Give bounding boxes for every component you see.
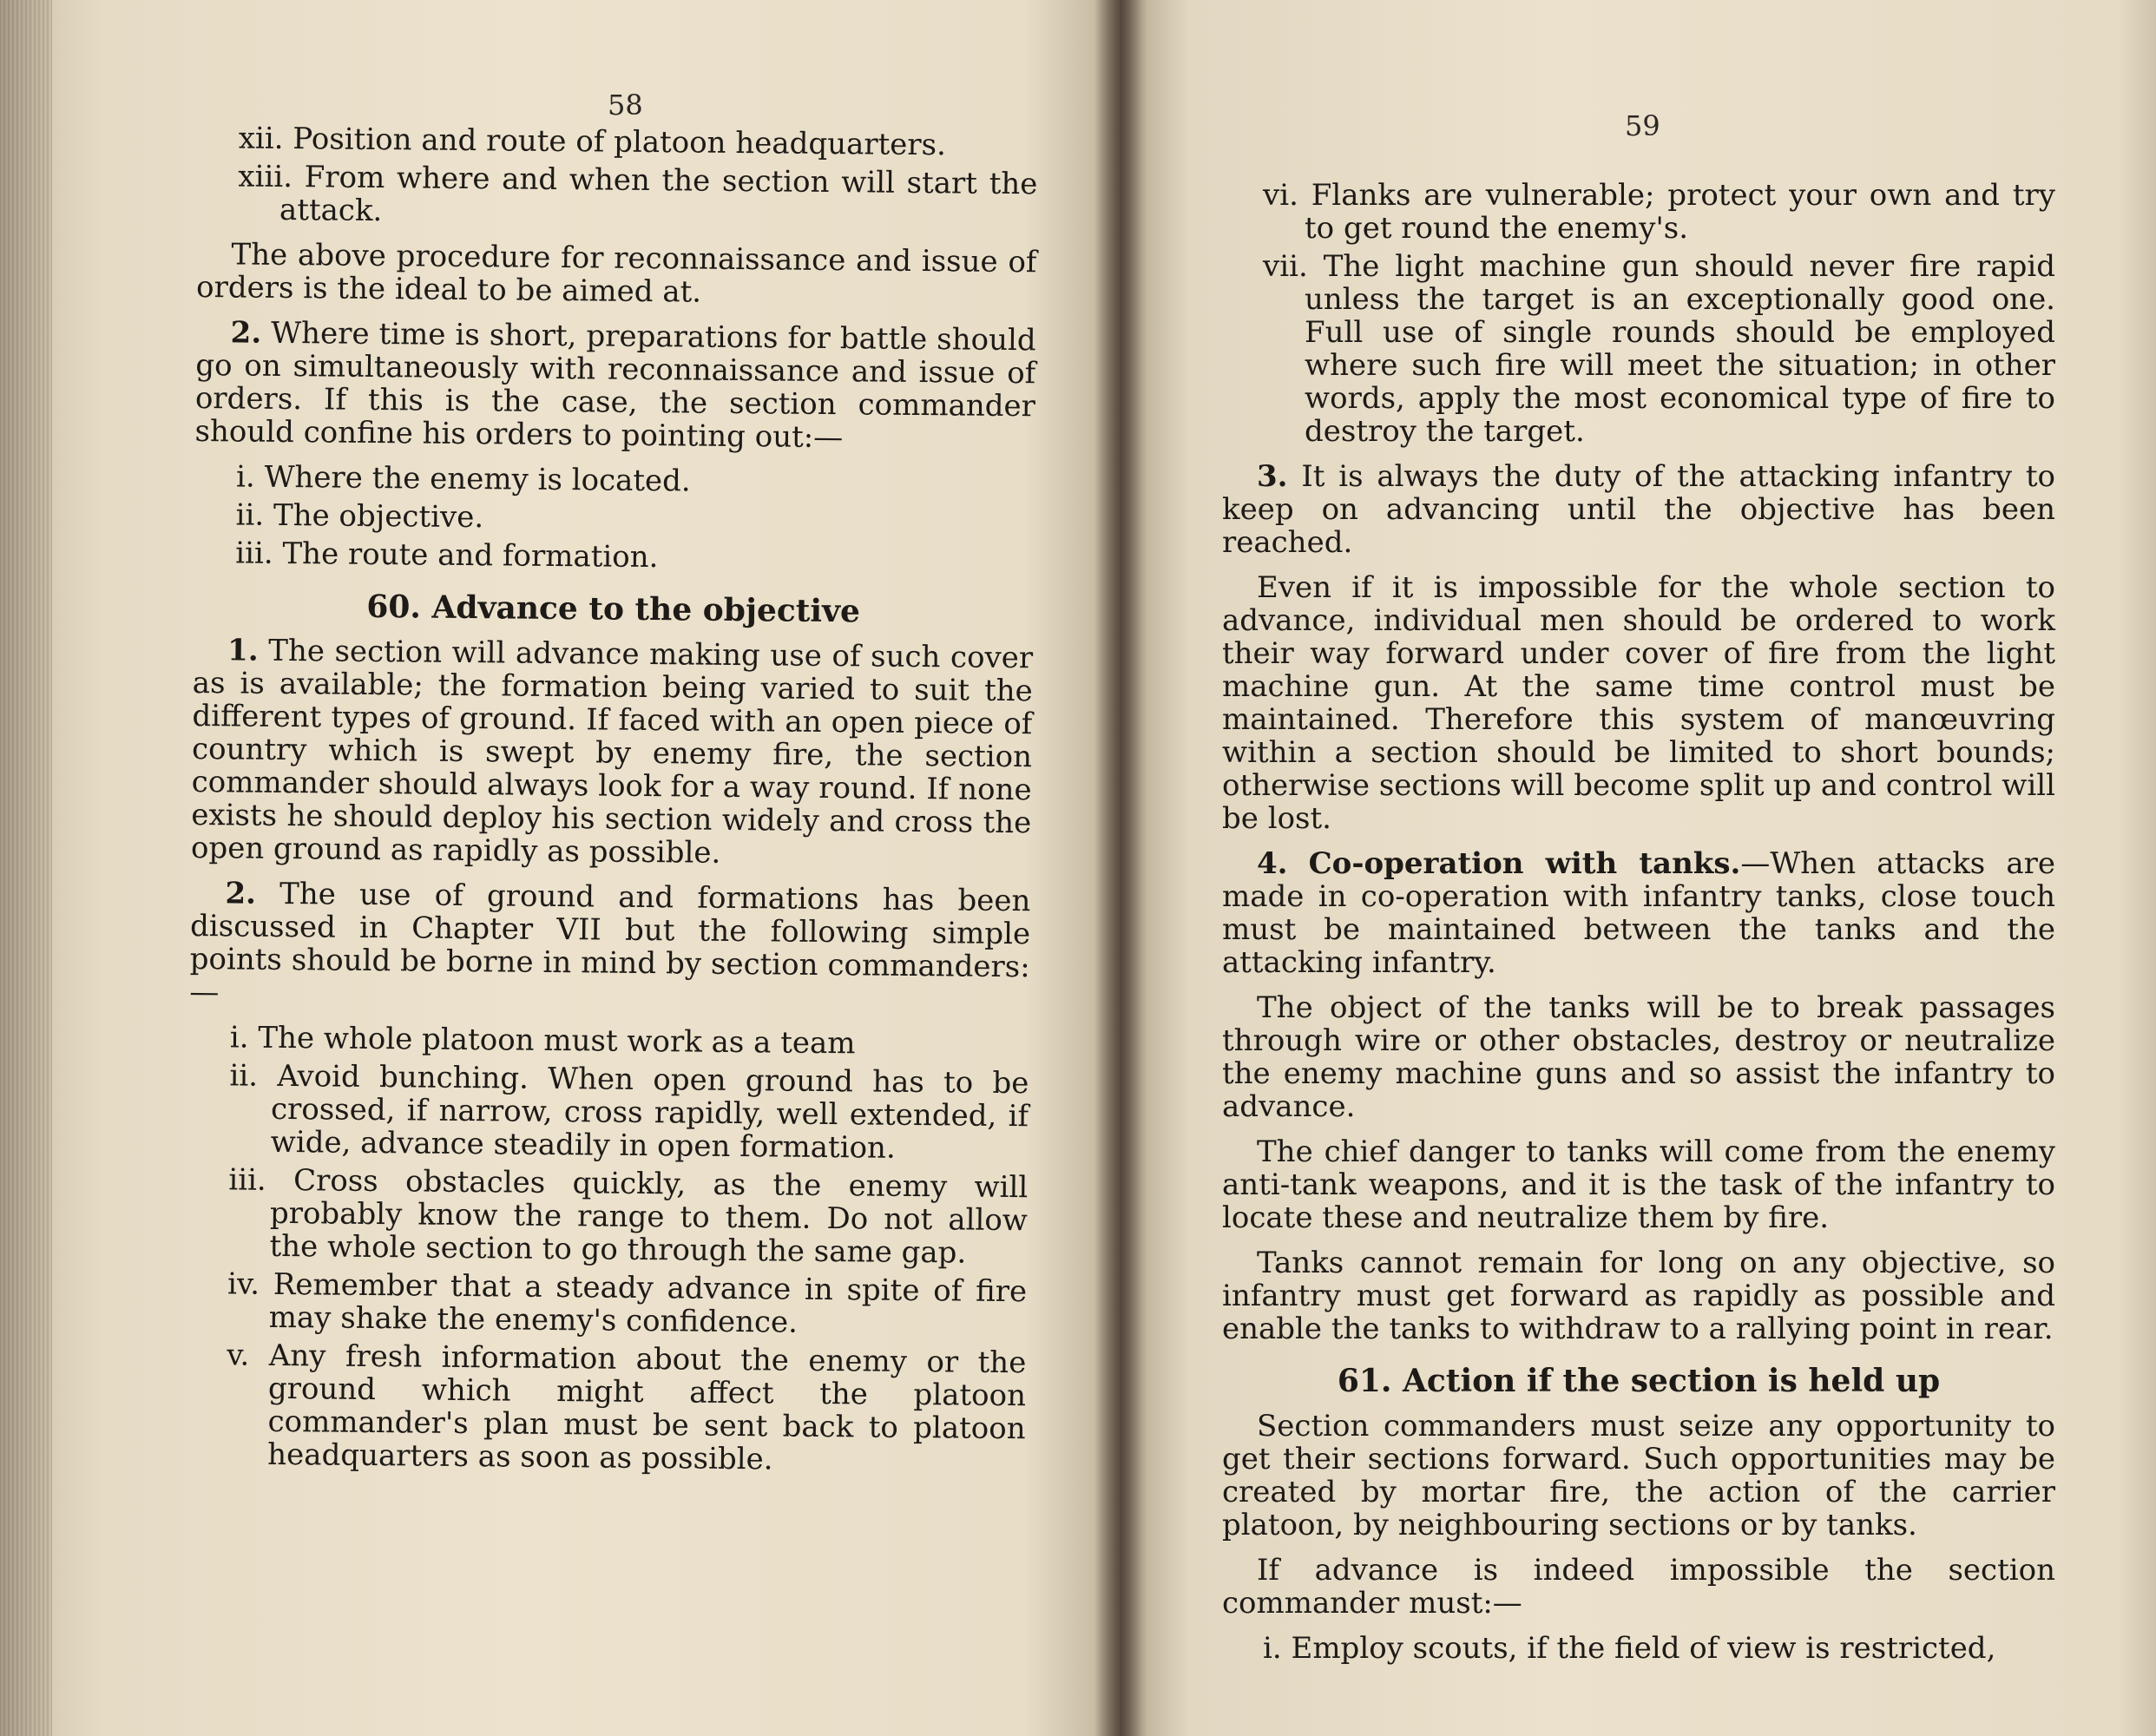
item-label: xii. — [238, 121, 284, 156]
item-text: Cross obstacles quickly, as the enemy will probably know the range to them. Do not allow the whole section to go through the same gap. — [269, 1163, 1029, 1271]
item-text: The whole platoon must work as a team — [258, 1020, 856, 1062]
list-item — [187, 1267, 1028, 1341]
list-item — [198, 122, 1038, 162]
book-gutter — [1095, 0, 1147, 1736]
list-item — [1222, 250, 2055, 448]
list-item — [185, 1338, 1026, 1478]
list-item — [235, 498, 1034, 539]
item-text: Flanks are vulnerable; protect your own and try to get round the enemy's. — [1305, 178, 2055, 246]
item-text: Any fresh information about the enemy or the ground which might affect the platoon commander's plan must be sent back to platoon headquarters as soon as possible. — [267, 1338, 1027, 1477]
list-item — [187, 1163, 1028, 1270]
list-item — [1222, 179, 2055, 245]
paragraph-number: 3. — [1257, 459, 1288, 494]
right-page — [1120, 0, 2156, 1736]
paragraph: If advance is indeed impossible the section commander must:— — [1222, 1553, 2055, 1621]
section-heading: 60. Advance to the objective — [366, 588, 861, 630]
list-item — [1222, 1632, 2055, 1665]
paragraph-text: It is always the duty of the attacking infantry to keep on advancing until the objective has been reached. — [1222, 459, 2055, 560]
paragraph-text: The section will advance making use of such cover as is available; the formation being varied to suit the different types of ground. If faced with an open piece of country which is swept by enemy fire, the section commander should always look for a way round. If none exists he should deploy his section widely and cross the open ground as rapidly as possible. — [190, 633, 1034, 871]
item-text: Where the enemy is located. — [264, 459, 691, 499]
left-page-text — [185, 122, 1038, 1483]
list-item — [236, 460, 1035, 501]
paragraph-text: The use of ground and formations has been discussed in Chapter VII but the following simple points should be borne in mind by section commanders:— — [189, 876, 1031, 1010]
page-number: 59 — [1625, 109, 1660, 142]
item-label: iii. — [235, 536, 273, 571]
section-heading: 61. Action if the section is held up — [1337, 1363, 1941, 1399]
paragraph-number: 4. — [1257, 846, 1288, 881]
item-label: iii. — [228, 1162, 266, 1198]
paragraph — [194, 316, 1035, 456]
paragraph: The above procedure for reconnaissance and issue of orders is the ideal to be aimed at. — [195, 237, 1037, 310]
paragraph-number: 1. — [227, 633, 259, 668]
list-item — [235, 536, 1034, 577]
paragraph — [191, 634, 1034, 872]
list-item — [197, 160, 1038, 233]
paragraph — [1222, 460, 2055, 559]
right-page-text — [1222, 179, 2055, 1670]
item-text: Remember that a steady advance in spite of fire may shake the enemy's confidence. — [268, 1266, 1028, 1340]
list-item — [189, 1021, 1029, 1062]
list-item — [188, 1059, 1029, 1166]
paragraph: The chief danger to tanks will come from the enemy anti-tank weapons, and it is the task of the infantry to locate these and neutralize them by fire. — [1222, 1134, 2055, 1235]
item-text: The light machine gun should never fire rapid unless the target is an exceptionally good one. Full use of single rounds should be employed where such fire will meet the situation; in other words, apply the most economical type of fire to destroy the target. — [1305, 249, 2055, 449]
item-label: i. — [1263, 1631, 1282, 1666]
paragraph: Section commanders must seize any opportunity to get their sections forward. Such opportunities may be created by mortar fire, the action of the carrier platoon, by neighbouring sections or by tanks. — [1222, 1409, 2055, 1542]
paragraph-number: 2. — [225, 876, 257, 911]
item-label: ii. — [229, 1058, 259, 1094]
paragraph-text: Where time is short, preparations for battle should go on simultaneously with reconnaissance and issue of orders. If this is the case, the section commander should confine his orders to pointing out:— — [194, 315, 1036, 456]
item-label: vii. — [1263, 249, 1308, 284]
item-text: The objective. — [273, 497, 484, 536]
item-label: i. — [235, 459, 255, 495]
item-label: xiii. — [238, 159, 293, 195]
item-label: v. — [227, 1338, 250, 1373]
item-text: Employ scouts, if the field of view is restricted, — [1291, 1631, 1996, 1666]
item-label: i. — [229, 1020, 249, 1055]
paragraph-number: 2. — [230, 315, 262, 351]
paragraph: Even if it is impossible for the whole section to advance, individual men should be ordered to work their way forward under cover of fire from the light machine gun. At the same time control must be maintained. Therefore this system of manœuvring within a section should be limited to short bounds; otherwise sections will become split up and control will be lost. — [1222, 570, 2055, 836]
run-in-heading: Co-operation with tanks. — [1308, 846, 1741, 881]
paragraph — [189, 877, 1030, 1016]
item-label: vi. — [1263, 178, 1298, 213]
paragraph: The object of the tanks will be to break passages through wire or other obstacles, destroy or neutralize the enemy machine guns and so assist the infantry to advance. — [1222, 990, 2055, 1124]
item-text: Position and route of platoon headquarters. — [293, 122, 947, 163]
item-text: The route and formation. — [282, 536, 659, 575]
paragraph-text: —When attacks are made in co-operation with infantry tanks, close touch must be maintained between the tanks and the attacking infantry. — [1222, 846, 2055, 980]
page-edges — [0, 0, 52, 1736]
paragraph — [1222, 847, 2055, 979]
item-text: Avoid bunching. When open ground has to be crossed, if narrow, cross rapidly, well extended, if wide, advance steadily in open formation. — [270, 1058, 1029, 1166]
item-text: From where and when the section will start the attack. — [279, 160, 1038, 229]
paragraph: Tanks cannot remain for long on any objective, so infantry must get forward as rapidly as possible and enable the tanks to withdraw to a rallying point in rear. — [1222, 1246, 2055, 1346]
item-label: ii. — [235, 497, 265, 533]
item-label: iv. — [227, 1266, 260, 1302]
page-number: 58 — [608, 89, 643, 122]
